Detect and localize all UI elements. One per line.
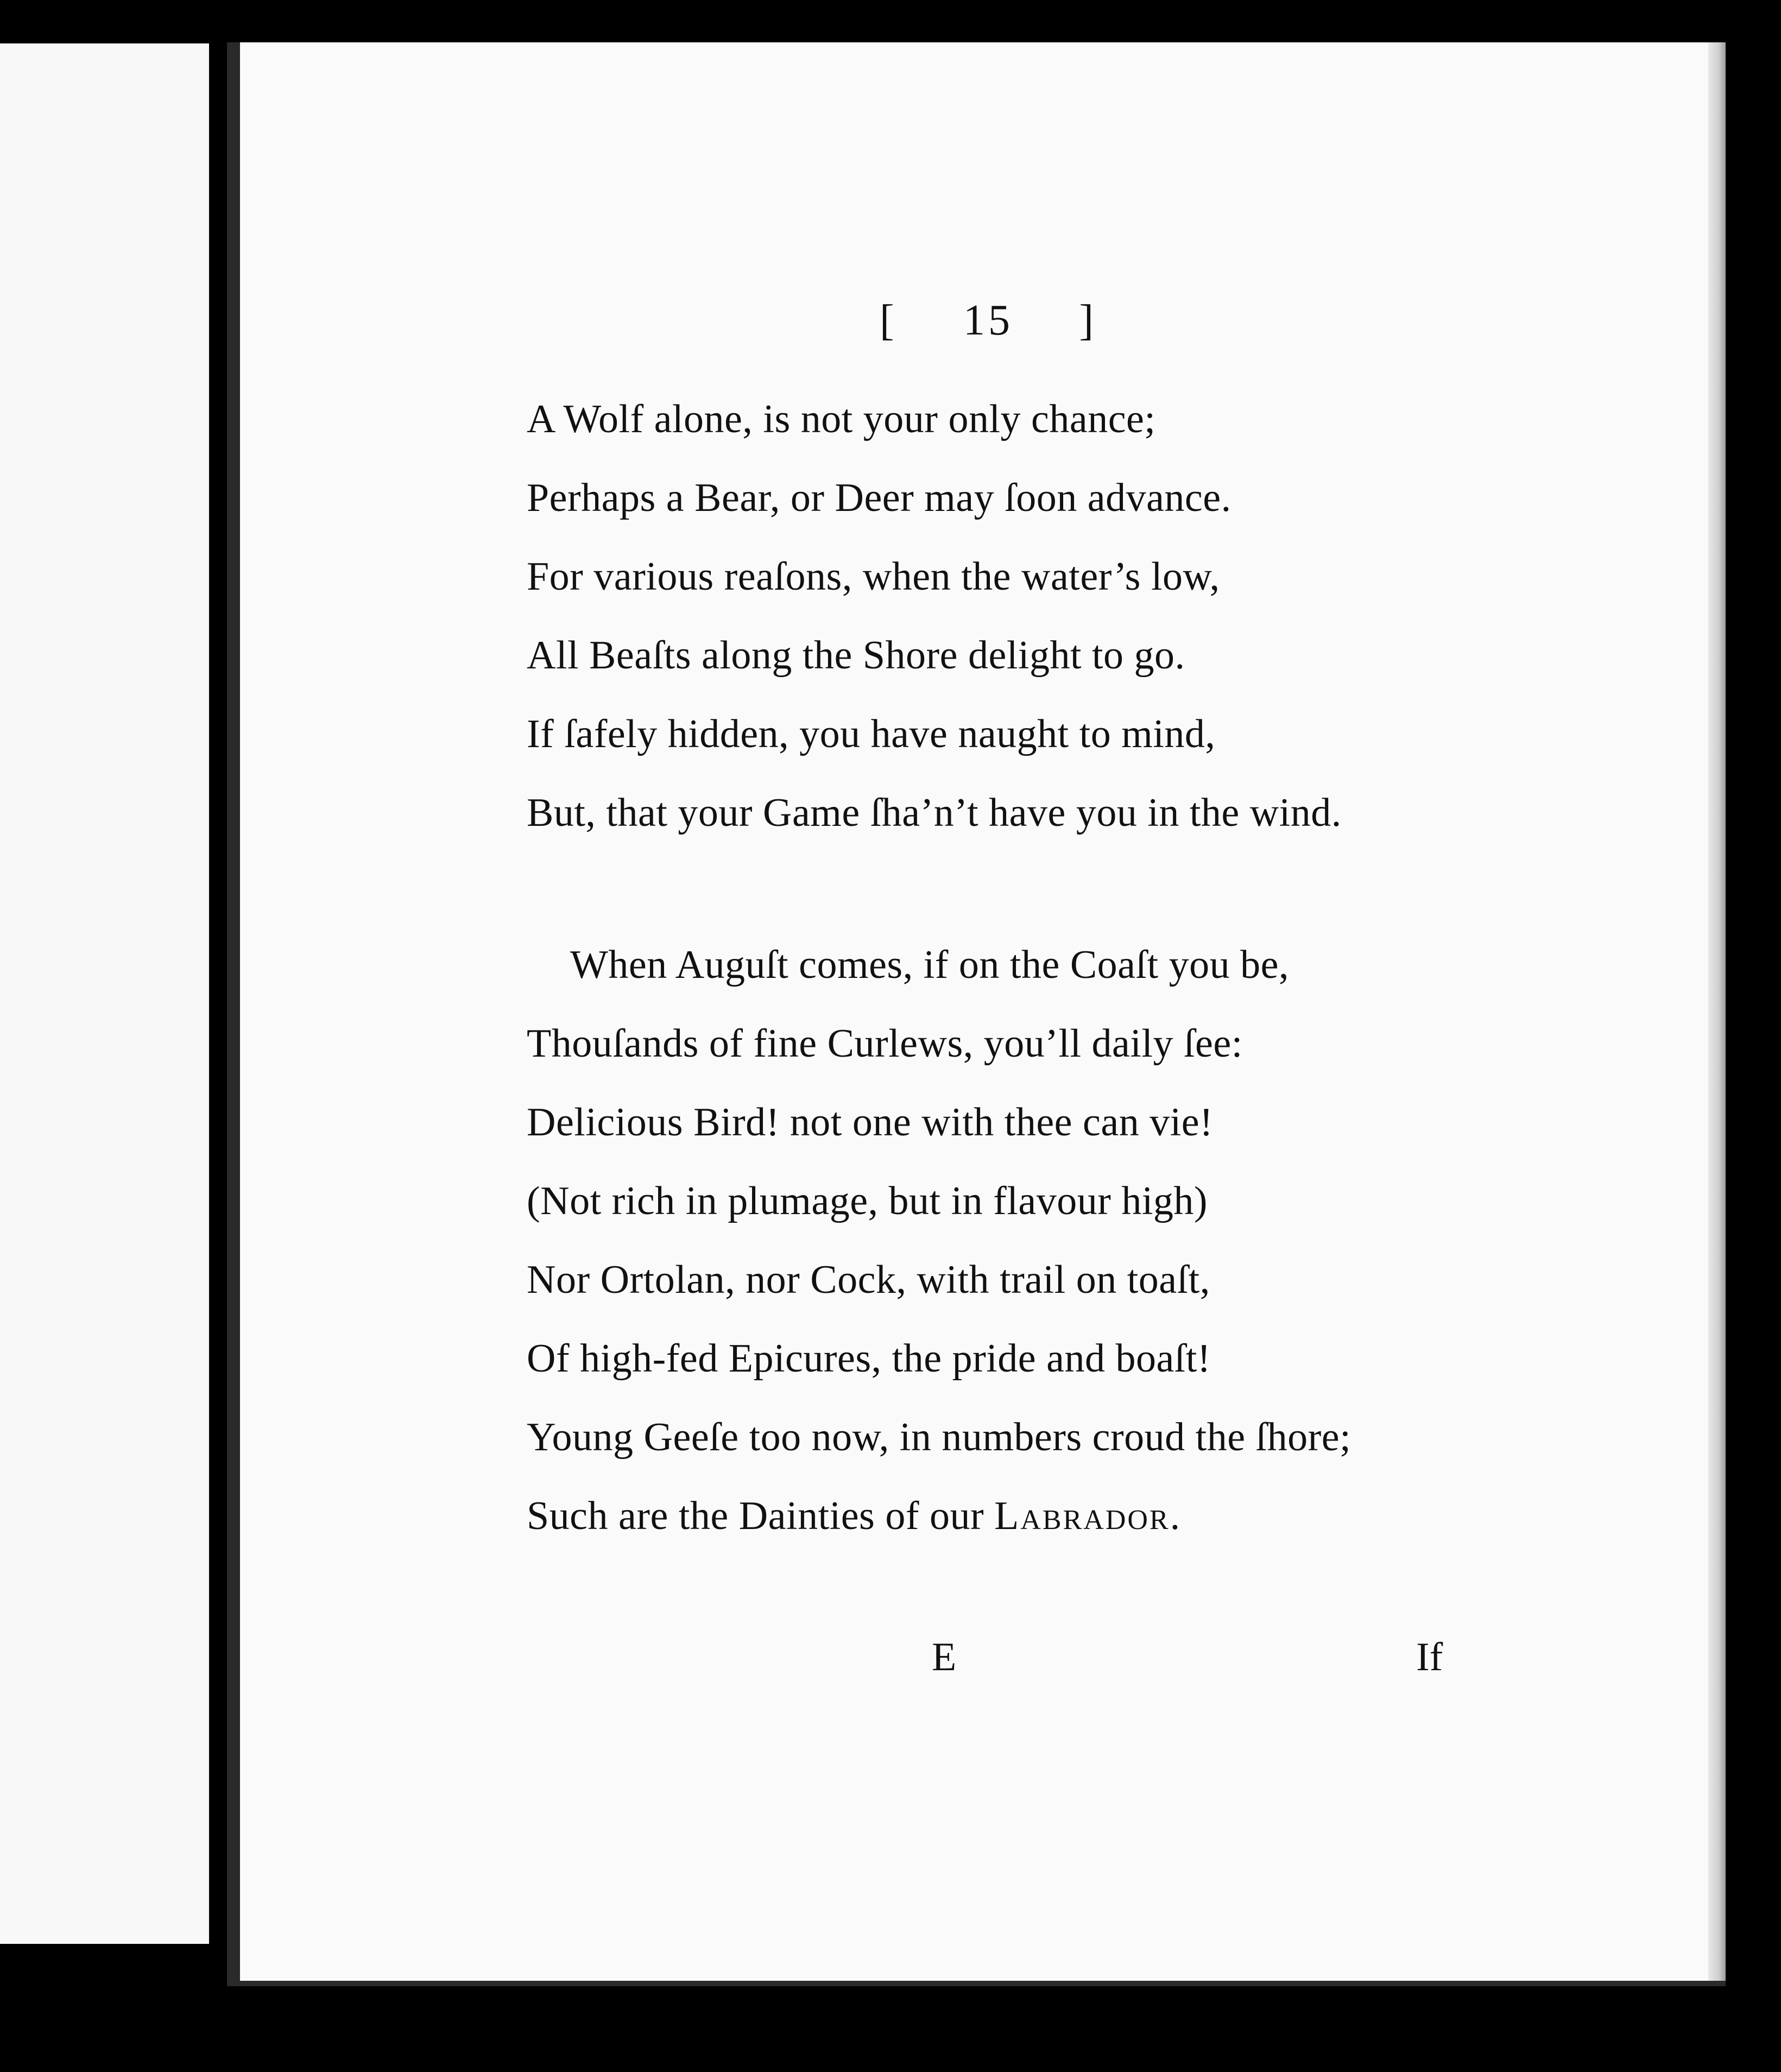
catchword: If [1416,1635,1443,1679]
poem-line: Perhaps a Bear, or Deer may ſoon advance. [527,476,1231,520]
poem-line: Delicious Bird! not one with thee can vie! [527,1100,1214,1145]
last-line-prefix: Such are the Dainties of our [527,1494,995,1538]
poem-line: But, that your Game ſha’n’t have you in the wind. [527,791,1342,835]
stanza-2 [527,926,1678,1556]
poem-text [527,380,1678,1556]
header-close-bracket: ] [1079,296,1097,344]
poem-line: (Not rich in plumage, but in flavour high) [527,1179,1208,1223]
header-open-bracket: [ [880,296,898,344]
poem-line: All Beaſts along the Shore delight to go. [527,633,1185,678]
facing-page-edge [0,43,209,1944]
poem-line: Of high-fed Epicures, the pride and boaſt! [527,1336,1211,1381]
poem-line: When Auguſt comes, if on the Coaſt you be, [570,943,1289,987]
page-header [880,296,1097,345]
poem-line: For various reaſons, when the water’s low, [527,554,1220,599]
last-line-suffix: . [1170,1494,1180,1538]
page-number: 15 [963,296,1013,344]
poem-line: If ſafely hidden, you have naught to mind, [527,712,1216,756]
stanza-gap [527,852,1678,926]
stanza-1 [527,380,1678,852]
poem-line: Young Geeſe too now, in numbers croud the ſhore; [527,1415,1351,1460]
poem-line-last [527,1477,1678,1556]
place-name: Labrador [994,1494,1170,1538]
signature-mark: E [932,1635,957,1679]
poem-line: A Wolf alone, is not your only chance; [527,397,1156,441]
poem-line: Thouſands of fine Curlews, you’ll daily ſee: [527,1021,1243,1066]
poem-line: Nor Ortolan, nor Cock, with trail on toaſt, [527,1258,1210,1302]
page-edge-right [1708,42,1726,1986]
page-edge-bottom [240,1981,1726,1986]
